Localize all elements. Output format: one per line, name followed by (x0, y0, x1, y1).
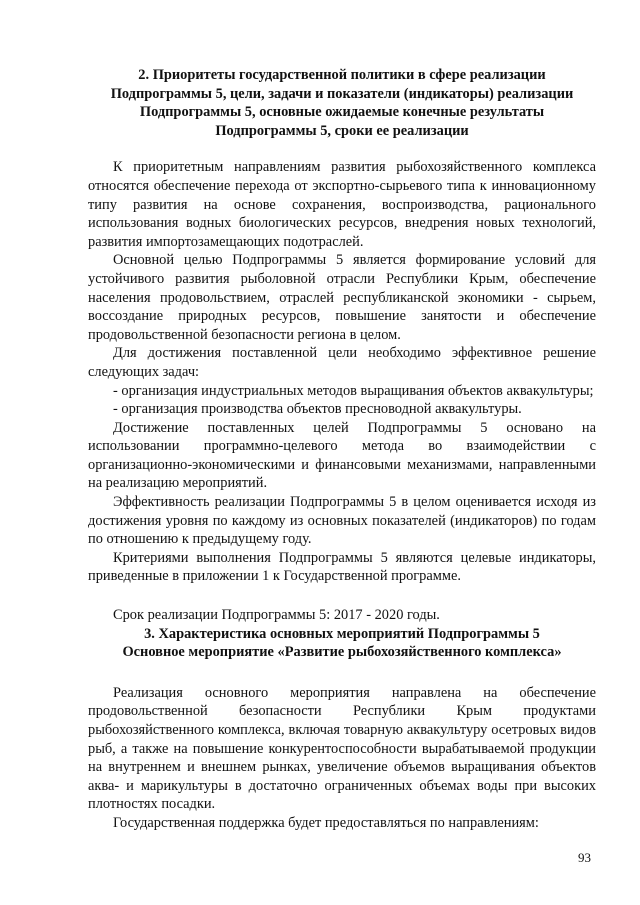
paragraph: К приоритетным направлениям развития рыбохозяйственного комплекса относятся обеспечение перехода от экспортно-сырьевого типа к инновационному типу развития на основе сохранения, воспроизводства, рационального использования водных биологических ресурсов, внедрения новых технологий, развития импортозамещающих подотраслей. (88, 159, 596, 250)
paragraph: Достижение поставленных целей Подпрограммы 5 основано на использовании программно-целевого метода во взаимодействии с организационно-экономическими и финансовыми механизмами, направленными на реализацию мероприятий. (88, 419, 596, 492)
main-activity-subheading: Основное мероприятие «Развитие рыбохозяйственного комплекса» (122, 644, 562, 661)
list-item: - организация производства объектов пресноводной аквакультуры. (113, 401, 522, 418)
paragraph: Основной целью Подпрограммы 5 является формирование условий для устойчивого развития рыболовной отрасли Республики Крым, обеспечение населения продовольствием, отраслей республиканской экономики - сырьем, воссоздание природных ресурсов, повышение занятости и обеспечение продовольственной безопасности региона в целом. (88, 252, 596, 343)
paragraph: Государственная поддержка будет предоставляться по направлениям: (113, 814, 539, 831)
page-content (88, 66, 596, 833)
page-number: 93 (578, 850, 591, 865)
implementation-term: Срок реализации Подпрограммы 5: 2017 - 2020 годы. (113, 607, 440, 624)
paragraph: Критериями выполнения Подпрограммы 5 являются целевые индикаторы, приведенные в приложении 1 к Государственной программе. (88, 549, 596, 585)
paragraph: Для достижения поставленной цели необходимо эффективное решение следующих задач: (88, 345, 596, 380)
paragraph: Эффективность реализации Подпрограммы 5 в целом оценивается исходя из достижения уровня по каждому из основных показателей (индикаторов) по годам по отношению к предыдущему году. (88, 494, 596, 548)
section-3-heading: 3. Характеристика основных мероприятий Подпрограммы 5 (144, 625, 540, 642)
section-2-heading: 2. Приоритеты государственной политики в сфере реализации Подпрограммы 5, цели, задачи и показатели (индикаторы) реализации Подпрограммы 5, основные ожидаемые конечные результаты Подпрограммы 5, сроки ее реализации (110, 67, 574, 139)
list-item: - организация индустриальных методов выращивания объектов аквакультуры; (113, 382, 594, 399)
paragraph: Реализация основного мероприятия направлена на обеспечение продовольственной безопасности Республики Крым продуктами рыбохозяйственного комплекса, включая товарную аквакультуру осетровых видов рыб, а также на повышение конкурентоспособности вырабатываемой продукции на внутреннем и внешнем рынках, увеличение объемов выращивания объектов аква- и марикультуры в достаточно ограниченных объемах воды при высоких плотностях посадки. (88, 684, 596, 813)
